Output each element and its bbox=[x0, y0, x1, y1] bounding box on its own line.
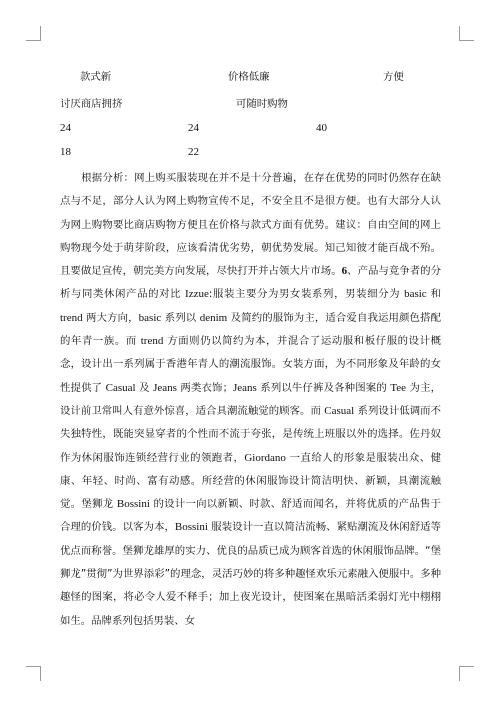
text-run: 系列以 bbox=[161, 311, 200, 324]
text-run: 两类衣饰； bbox=[176, 381, 233, 394]
table-cell: 讨厌商店拥挤 bbox=[60, 98, 123, 110]
section-number: 6 bbox=[341, 265, 348, 278]
table-cell: 24 bbox=[60, 122, 71, 134]
text-run: denim bbox=[199, 311, 228, 324]
table-cell: 款式新 bbox=[80, 71, 112, 83]
brand-name: Bossini bbox=[116, 498, 150, 511]
text-run: Jeans bbox=[233, 381, 257, 394]
text-run: basic bbox=[138, 311, 162, 324]
text-run: 为主，设计前卫常叫人有意外惊喜，适合具潮流触觉的顾客。而 bbox=[60, 381, 442, 417]
text-run: 系列以牛仔裤及各种图案的 bbox=[256, 381, 391, 394]
text-run: 的设计一向以新颖、时款、舒适而闻名，并将优质的产品售于合理的价钱。以客为本， bbox=[60, 498, 441, 534]
table-cell: 40 bbox=[316, 122, 327, 134]
text-run: 、产品与竞争者的分析与同类休闲产品的对比 bbox=[60, 265, 441, 301]
brand-name: Bossini bbox=[174, 521, 208, 534]
table-cell: 价格低廉 bbox=[228, 71, 270, 83]
text-run: :服装主要分为男女装系列，男装细分为 bbox=[208, 288, 405, 301]
text-run: 和 bbox=[426, 288, 441, 301]
text-run: 服装设计一直以简洁流畅、紧贴潮流及休闲舒适等优点而称誉。堡狮龙雄厚的实力、优良的品质已成为顾客首选的休闲服饰品牌。“堡狮龙”贯彻”为世界添彩”的理念，灵活巧妙的将多种趣怪欢乐元素融入便服中。多种趣怪的图案，将必令人爱不释手；加上夜光设计，使图案在黑暗活柔弱灯光中栩栩如生。品牌系列包括男装、女 bbox=[60, 521, 441, 627]
analysis-text: 根据分析：网上购买服装现在并不是十分普遍，在存在优势的同时仍然存在缺点与不足，部分人认为网上购物宣传不足，不安全且不是很方便。也有大部分人认为网上购物要比商店购物方便且在价格与款式方面有优势。建议：自由空间的网上购物现今处于萌芽阶段，应该看清优劣势，朝优势发展。知己知彼才能百战不殆。且要做足宣传，朝完美方向发展，尽快打开并占领大片市场。 bbox=[60, 172, 441, 278]
text-run: 一直给人的形象是服装出众、健康、年轻、时尚、富有动感。所经营的休闲服饰设计简洁明快、新颖，具潮流触觉。堡狮龙 bbox=[60, 451, 441, 511]
brand-name: Giordano bbox=[244, 451, 286, 464]
text-run: 方面则仍以简约为本，并混合了运动服和板仔服的设计概念，设计出一系列属于香港年青人的潮流服饰。女装方面，为不同形象及年龄的女性提供了 bbox=[60, 335, 441, 394]
crop-mark-bottom-right bbox=[459, 666, 474, 681]
table-cell: 可随时购物 bbox=[236, 98, 288, 110]
crop-mark-top-left bbox=[26, 26, 41, 41]
text-run: trend bbox=[140, 335, 164, 348]
table-cell: 24 bbox=[188, 122, 199, 134]
brand-name: Izzue bbox=[185, 288, 209, 301]
crop-mark-bottom-left bbox=[26, 666, 41, 681]
text-run: Tee bbox=[390, 381, 407, 394]
table-cell: 方便 bbox=[383, 71, 404, 83]
text-run: trend bbox=[60, 311, 83, 324]
text-run: Jeans bbox=[153, 381, 177, 394]
crop-mark-top-right bbox=[459, 26, 474, 41]
table-cell: 18 bbox=[60, 146, 71, 158]
analysis-paragraph bbox=[60, 167, 441, 633]
table-cell: 22 bbox=[188, 146, 199, 158]
text-run: 系列设计低调而不失独特性，既能突显穿者的个性而不流于夸张，是传统上班服以外的选择。佐丹奴作为休闲服饰连锁经营行业的领跑者， bbox=[60, 404, 441, 464]
text-run: 及简约的服饰为主，适合爱自我运用颜色搭配的年青一族。而 bbox=[60, 311, 441, 348]
text-run: basic bbox=[404, 288, 427, 301]
text-run: 两大方向， bbox=[82, 311, 139, 324]
text-run: Casual bbox=[105, 381, 136, 394]
text-run: 及 bbox=[135, 381, 154, 394]
text-run: Casual bbox=[324, 404, 355, 417]
